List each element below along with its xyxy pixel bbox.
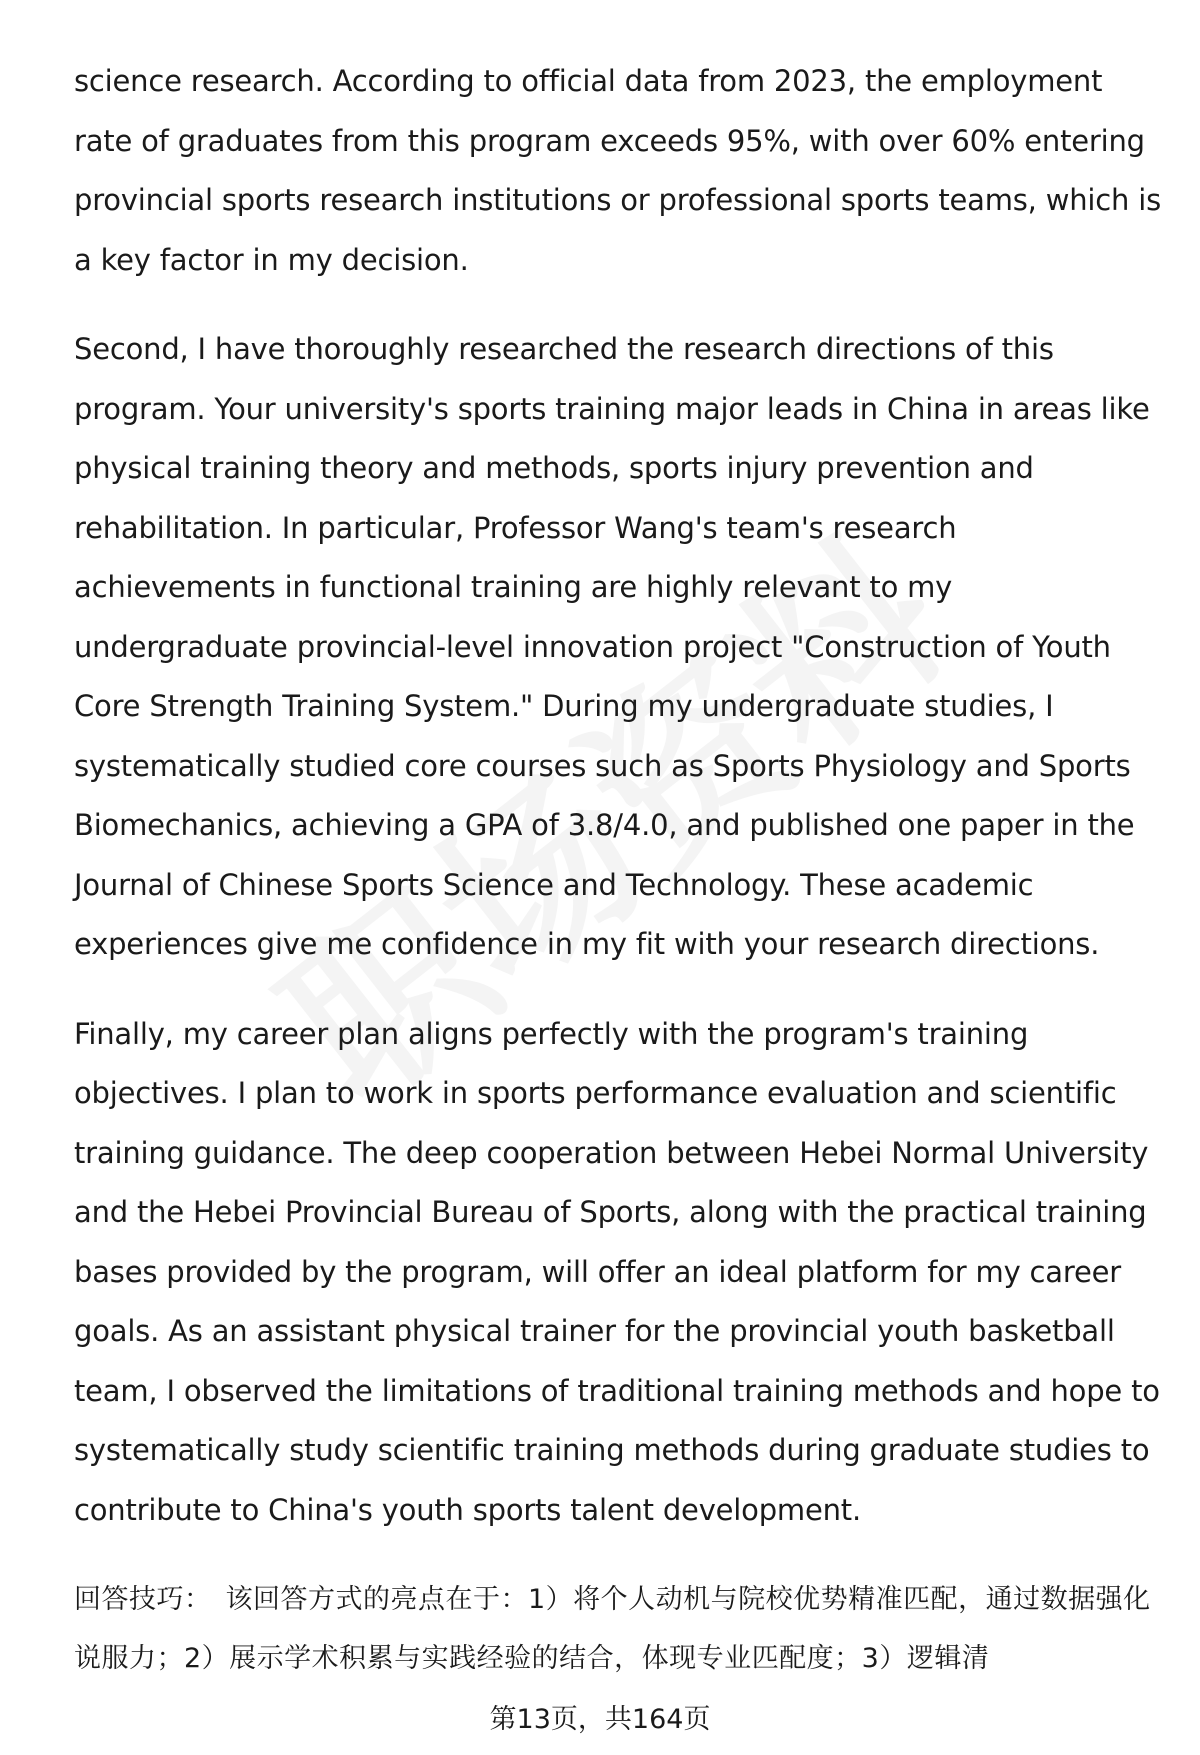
answer-tip-text: 该回答方式的亮点在于：1）将个人动机与院校优势精准匹配，通过数据强化说服力；2）展示学术积累与实践经验的结合，体现专业匹配度；3）逻辑清 — [74, 1584, 1151, 1674]
paragraph-employment: science research. According to official data from 2023, the employment rate of graduates from this program exceeds 95%, with over 60% entering provincial sports research institutions or professional sports teams, which is a key factor in my decision. — [74, 64, 1161, 277]
page-number: 第13页，共164页 — [489, 1704, 711, 1735]
paragraph-research-directions: Second, I have thoroughly researched the research directions of this program. Your university's sports training major leads in China in areas like physical training theory and methods, sports injury prevention and rehabilitation. In particular, Professor Wang's team's research achievements in functional training are highly relevant to my undergraduate provincial-level innovation project "Construction of Youth Core Strength Training System." During my undergraduate studies, I systematically studied core courses such as Sports Physiology and Sports Biomechanics, achieving a GPA of 3.8/4.0, and published one paper in the Journal of Chinese Sports Science and Technology. These academic experiences give me confidence in my fit with your research directions. — [74, 332, 1150, 961]
paragraph-career-plan: Finally, my career plan aligns perfectly with the program's training objectives. I plan to work in sports performance evaluation and scientific training guidance. The deep cooperation between Hebei Normal University and the Hebei Provincial Bureau of Sports, along with the practical training bases provided by the program, will offer an ideal platform for my career goals. As an assistant physical trainer for the provincial youth basketball team, I observed the limitations of traditional training methods and hope to systematically study scientific training methods during graduate studies to contribute to China's youth sports talent development. — [74, 1016, 1160, 1527]
answer-tip — [74, 1570, 1164, 1688]
document-body — [74, 52, 1164, 1570]
answer-tip-label: 回答技巧： — [74, 1584, 212, 1615]
